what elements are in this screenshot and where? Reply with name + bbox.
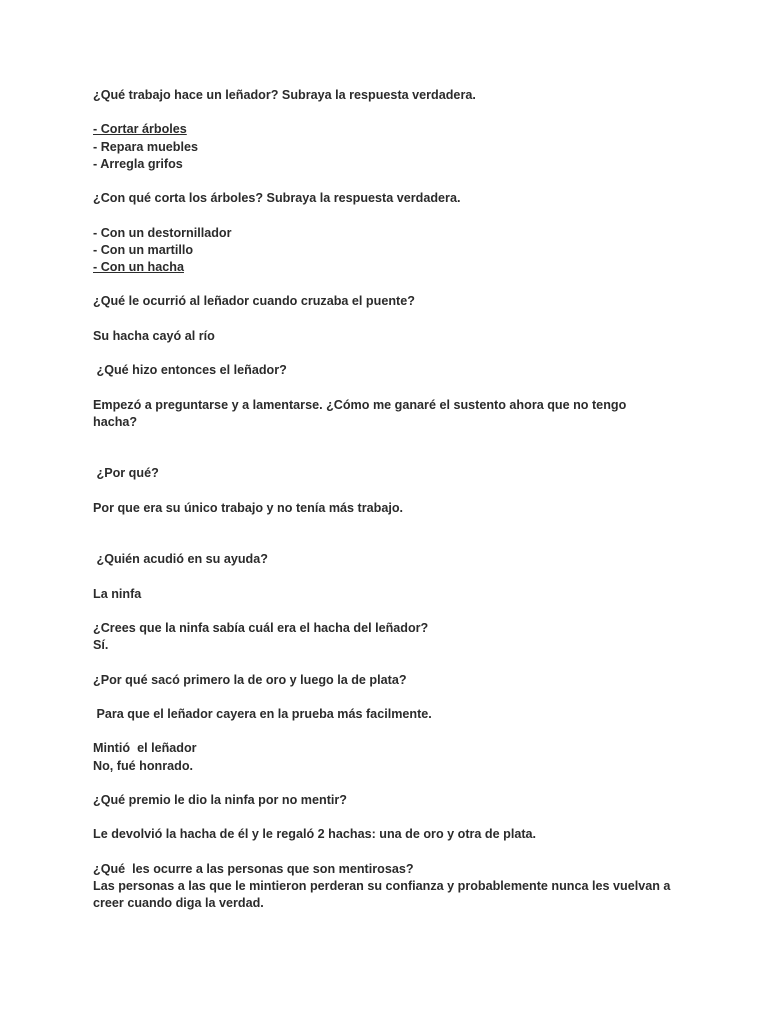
answer-8: Para que el leñador cayera en la prueba más facilmente. xyxy=(93,707,432,722)
spacer xyxy=(93,431,693,465)
spacer xyxy=(93,173,693,190)
q1-option-1-underlined: - Cortar árboles xyxy=(93,122,187,137)
question-5: ¿Por qué? xyxy=(93,466,159,481)
answer-4: Empezó a preguntarse y a lamentarse. ¿Cómo me ganaré el sustento ahora que no tengo hacha? xyxy=(93,397,630,429)
spacer xyxy=(93,723,693,740)
answer-6: La ninfa xyxy=(93,586,142,601)
q2-option-1: - Con un destornillador xyxy=(93,225,232,240)
spacer xyxy=(93,655,693,672)
answer-3: Su hacha cayó al río xyxy=(93,328,215,343)
document-page xyxy=(93,87,693,912)
spacer xyxy=(93,345,693,362)
question-10: ¿Qué premio le dio la ninfa por no mentir? xyxy=(93,793,347,808)
question-6: ¿Quién acudió en su ayuda? xyxy=(93,552,268,567)
question-11: ¿Qué les ocurre a las personas que son mentirosas? xyxy=(93,861,414,876)
answer-5: Por que era su único trabajo y no tenía más trabajo. xyxy=(93,500,404,515)
question-1: ¿Qué trabajo hace un leñador? Subraya la respuesta verdadera. xyxy=(93,88,476,102)
q1-option-3: - Arregla grifos xyxy=(93,156,183,171)
spacer xyxy=(93,104,693,121)
spacer xyxy=(93,809,693,826)
answer-10: Le devolvió la hacha de él y le regaló 2 hachas: una de oro y otra de plata. xyxy=(93,827,537,842)
q2-option-3-underlined: - Con un hacha xyxy=(93,259,184,274)
spacer xyxy=(93,775,693,792)
spacer xyxy=(93,689,693,706)
spacer xyxy=(93,844,693,861)
question-3: ¿Qué le ocurrió al leñador cuando cruzaba el puente? xyxy=(93,294,415,309)
answer-11: Las personas a las que le mintieron perderan su confianza y probablemente nunca les vuelvan a creer cuando diga la verdad. xyxy=(93,879,674,911)
question-8: ¿Por qué sacó primero la de oro y luego la de plata? xyxy=(93,672,407,687)
spacer xyxy=(93,517,693,551)
question-2: ¿Con qué corta los árboles? Subraya la respuesta verdadera. xyxy=(93,191,461,206)
q1-option-2: - Repara muebles xyxy=(93,139,198,154)
spacer xyxy=(93,311,693,328)
answer-9: No, fué honrado. xyxy=(93,758,194,773)
spacer xyxy=(93,483,693,500)
q2-option-2: - Con un martillo xyxy=(93,242,194,257)
spacer xyxy=(93,207,693,224)
answer-7: Sí. xyxy=(93,638,109,653)
spacer xyxy=(93,569,693,586)
question-7: ¿Crees que la ninfa sabía cuál era el hacha del leñador? xyxy=(93,621,429,636)
spacer xyxy=(93,603,693,620)
spacer xyxy=(93,379,693,396)
question-4: ¿Qué hizo entonces el leñador? xyxy=(93,363,287,378)
question-9: Mintió el leñador xyxy=(93,741,197,756)
spacer xyxy=(93,276,693,293)
